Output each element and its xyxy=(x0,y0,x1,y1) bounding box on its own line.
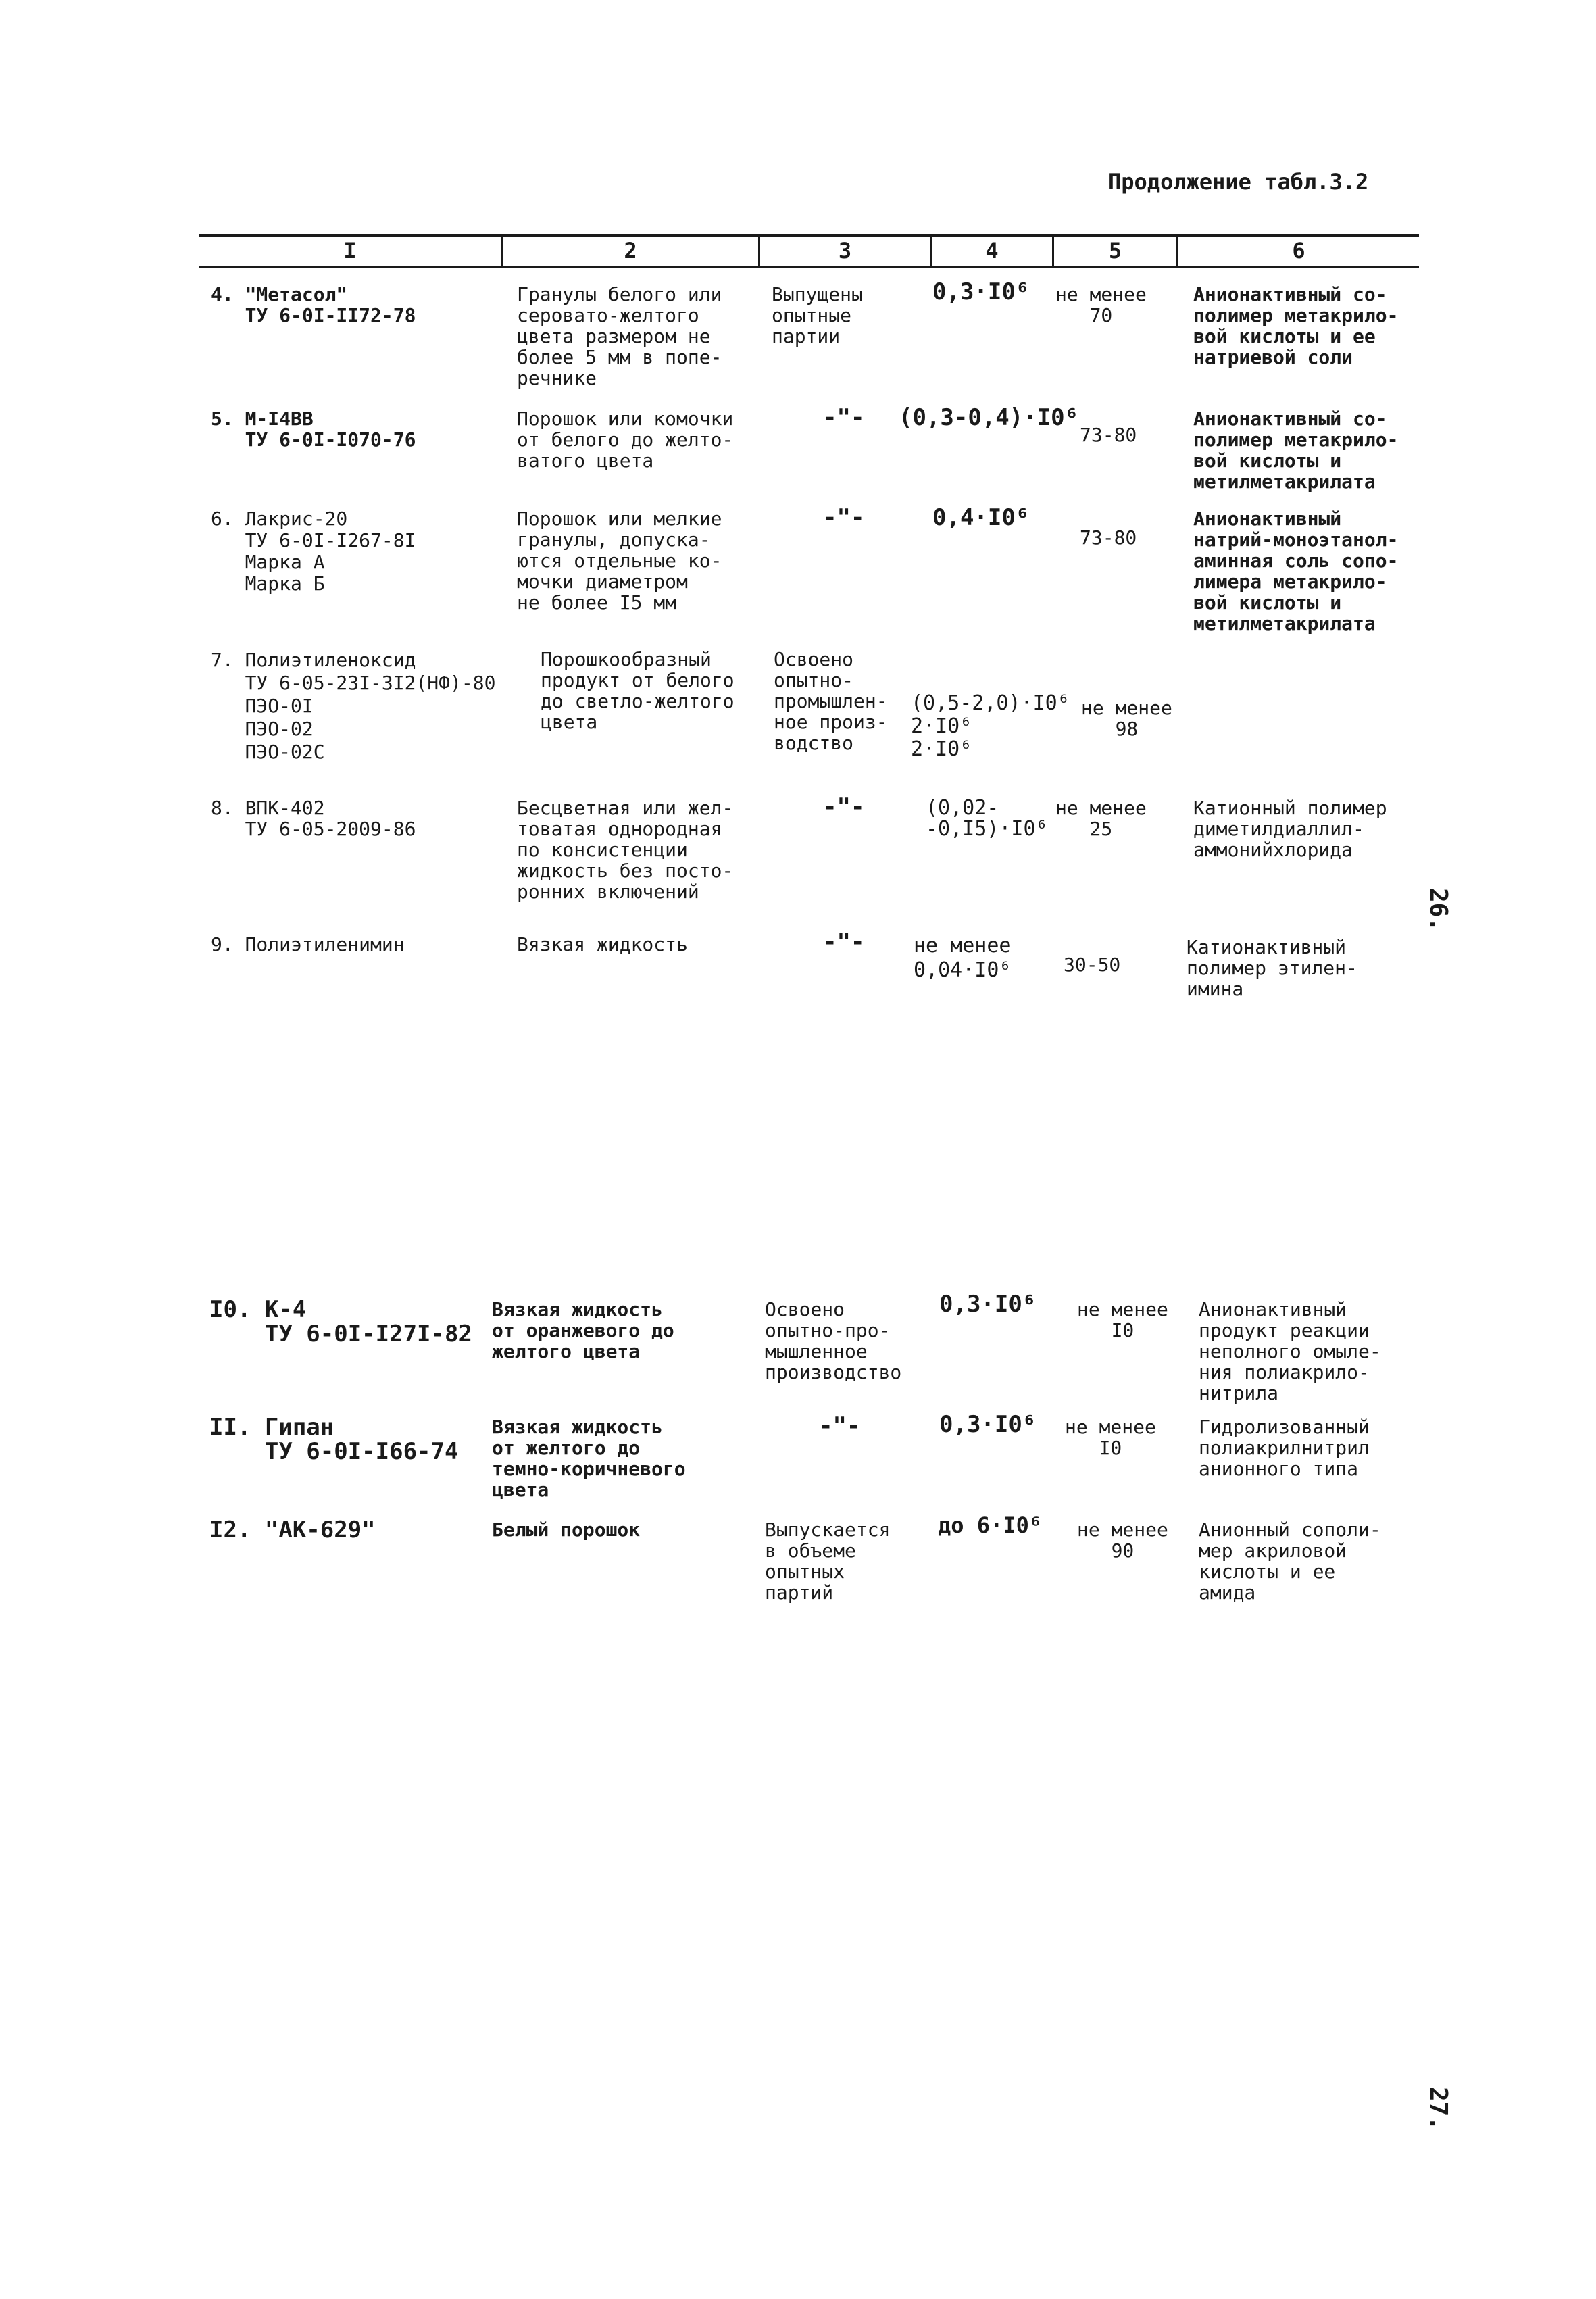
type-cell: Анионный сополи- мер акриловой кислоты и ее амида xyxy=(1199,1518,1381,1604)
content-cell: 73-80 xyxy=(1080,526,1137,549)
mass-cell: (0,5-2,0)·I0⁶ 2·I0⁶ 2·I0⁶ xyxy=(911,691,1070,761)
production-cell: Выпускается в объеме опытных партий xyxy=(765,1518,891,1604)
type-cell: Катионактивный полимер этилен- имина xyxy=(1187,936,1357,1000)
description-cell: Бесцветная или жел- товатая однородная по консистенции жидкость без посто- ронних включений xyxy=(517,797,734,903)
description-cell: Вязкая жидкость от желтого до темно-коричневого цвета xyxy=(492,1416,686,1501)
mass-cell: не менее 0,04·I0⁶ xyxy=(914,934,1012,982)
row-name-cell: 7. Полиэтиленоксид ТУ 6-05-23I-3I2(НФ)-80 ПЭО-0I ПЭО-02 ПЭО-02С xyxy=(211,649,496,763)
description-cell: Белый порошок xyxy=(492,1518,641,1541)
mass-cell: 0,3·I0⁶ xyxy=(939,1291,1037,1318)
content-cell: не менее I0 xyxy=(1077,1298,1168,1341)
content-cell: не менее 70 xyxy=(1055,283,1147,326)
column-header: 3 xyxy=(838,238,852,264)
type-cell: Катионный полимер диметилдиаллил- аммонийхлорида xyxy=(1193,797,1387,861)
mass-cell: 0,3·I0⁶ xyxy=(939,1411,1037,1438)
column-header: 6 xyxy=(1292,238,1305,264)
row-name-cell: 9. Полиэтиленимин xyxy=(211,933,405,956)
table-caption: Продолжение табл.3.2 xyxy=(1108,169,1369,195)
production-cell: -"- xyxy=(823,504,865,531)
description-cell: Порошок или мелкие гранулы, допуска- ются отдельные ко- мочки диаметром не более I5 мм xyxy=(517,508,722,614)
column-header: 4 xyxy=(985,238,999,264)
page-number: 27. xyxy=(1424,2086,1453,2131)
production-cell: -"- xyxy=(823,404,865,431)
mass-cell: 0,4·I0⁶ xyxy=(932,504,1030,531)
description-cell: Порошок или комочки от белого до желто- ватого цвета xyxy=(517,407,734,472)
row-name-cell: 4. "Метасол" ТУ 6-0I-II72-78 xyxy=(211,283,416,326)
type-cell: Анионактивный со- полимер метакрило- вой кислоты и метилметакрилата xyxy=(1193,407,1399,493)
mass-cell: до 6·I0⁶ xyxy=(938,1512,1043,1538)
mass-cell: 0,3·I0⁶ xyxy=(932,278,1030,305)
type-cell: Анионактивный натрий-моноэтанол- аминная соль сопо- лимера метакрило- вой кислоты и метилметакрилата xyxy=(1193,508,1399,635)
row-name-cell: I0. К-4 ТУ 6-0I-I27I-82 xyxy=(209,1296,472,1348)
row-name-cell: 6. Лакрис-20 ТУ 6-0I-I267-8I Марка А Марка Б xyxy=(211,508,416,595)
content-cell: 73-80 xyxy=(1080,424,1137,446)
content-cell: 30-50 xyxy=(1064,954,1121,976)
column-header: 5 xyxy=(1108,238,1122,264)
production-cell: Освоено опытно- промышлен- ное произ- водство xyxy=(774,648,888,754)
column-header: I xyxy=(343,238,357,264)
production-cell: Освоено опытно-про- мышленное производство xyxy=(765,1298,902,1383)
type-cell: Анионактивный со- полимер метакрило- вой кислоты и ее натриевой соли xyxy=(1193,283,1399,368)
mass-cell: (0,3-0,4)·I0⁶ xyxy=(899,404,1079,431)
production-cell: -"- xyxy=(823,793,865,820)
description-cell: Порошкообразный продукт от белого до светло-желтого цвета xyxy=(541,648,734,733)
mass-cell: (0,02- -0,I5)·I0⁶ xyxy=(926,796,1048,841)
row-name-cell: 5. М-I4ВВ ТУ 6-0I-I070-76 xyxy=(211,407,416,451)
row-name-cell: 8. ВПК-402 ТУ 6-05-2009-86 xyxy=(211,797,416,840)
description-cell: Вязкая жидкость xyxy=(517,933,688,956)
column-header: 2 xyxy=(624,238,637,264)
content-cell: не менее I0 xyxy=(1065,1416,1156,1459)
content-cell: не менее 98 xyxy=(1081,697,1172,740)
production-cell: Выпущены опытные партии xyxy=(772,283,863,347)
production-cell: -"- xyxy=(823,929,865,956)
description-cell: Вязкая жидкость от оранжевого до желтого цвета xyxy=(492,1298,674,1362)
page-number: 26. xyxy=(1424,887,1453,933)
production-cell: -"- xyxy=(819,1412,861,1439)
row-name-cell: I2. "АК-629" xyxy=(209,1516,376,1543)
type-cell: Анионактивный продукт реакции неполного омыле- ния полиакрило- нитрила xyxy=(1199,1298,1381,1404)
type-cell: Гидролизованный полиакрилнитрил анионного типа xyxy=(1199,1416,1370,1480)
table-top-rule xyxy=(199,234,1419,237)
content-cell: не менее 25 xyxy=(1055,797,1147,840)
row-name-cell: II. Гипан ТУ 6-0I-I66-74 xyxy=(209,1414,459,1465)
table-header-rule xyxy=(199,266,1419,268)
description-cell: Гранулы белого или серовато-желтого цвета размером не более 5 мм в попе- речнике xyxy=(517,283,722,389)
content-cell: не менее 90 xyxy=(1077,1518,1168,1562)
